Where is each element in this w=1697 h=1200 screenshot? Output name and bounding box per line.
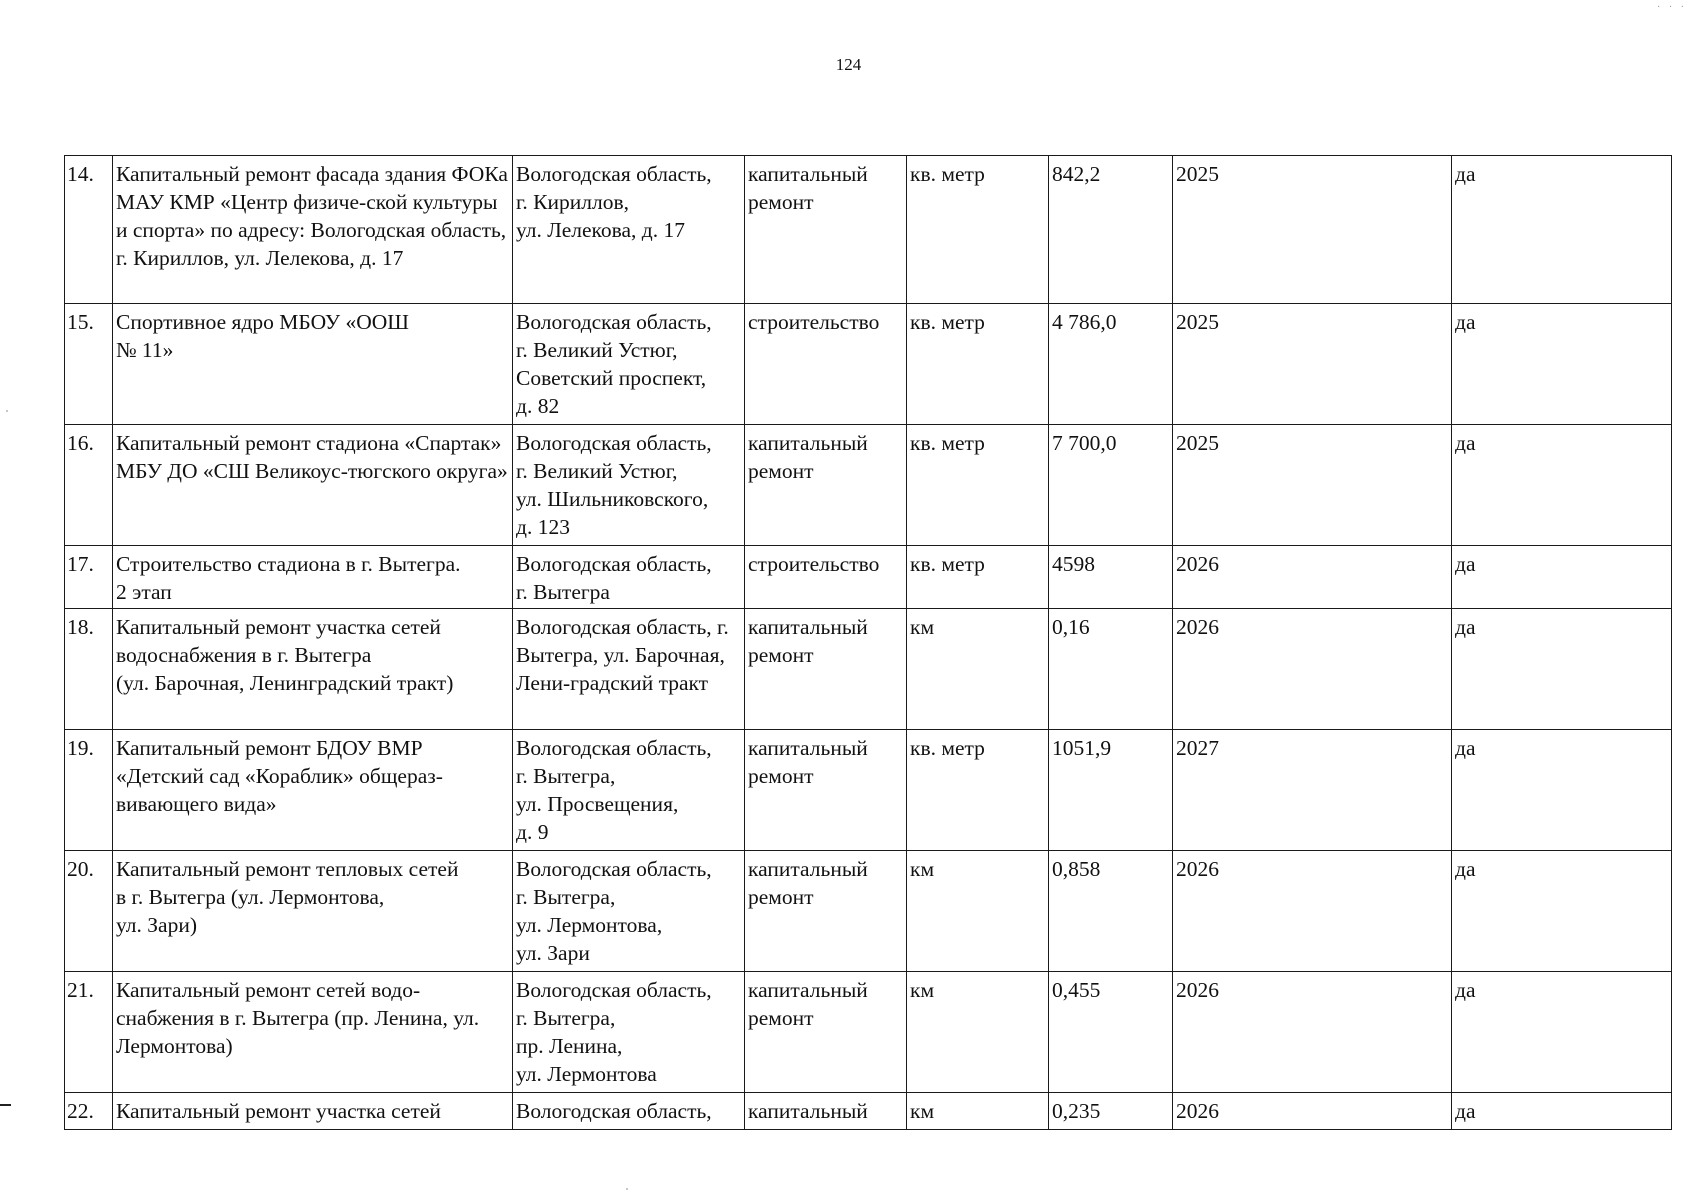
- work-type: [745, 851, 907, 972]
- flag-value-text: да: [1455, 857, 1476, 881]
- table-row: [65, 1093, 1672, 1130]
- measure-unit-text: кв. метр: [910, 310, 985, 334]
- flag-value: [1452, 546, 1672, 609]
- measure-unit: [907, 851, 1049, 972]
- measure-unit: [907, 972, 1049, 1093]
- work-type-text: капитальный: [748, 1099, 868, 1123]
- project-address-text: Вологодская область, г. Вытегра, пр. Ленина, ул. Лермонтова: [516, 978, 712, 1086]
- work-type-text: капитальный ремонт: [748, 736, 868, 788]
- completion-year-text: 2026: [1176, 1099, 1219, 1123]
- capacity-value-text: 842,2: [1052, 162, 1101, 186]
- project-address: [513, 546, 745, 609]
- completion-year: [1173, 972, 1452, 1093]
- completion-year-text: 2027: [1176, 736, 1219, 760]
- project-name-text: Спортивное ядро МБОУ «ООШ № 11»: [116, 310, 409, 362]
- work-type: [745, 156, 907, 304]
- project-name-text: Капитальный ремонт БДОУ ВМР «Детский сад «Кораблик» общераз-вивающего вида»: [116, 736, 443, 816]
- table-row: [65, 156, 1672, 304]
- project-address: [513, 1093, 745, 1130]
- row-number: [65, 156, 113, 304]
- measure-unit: [907, 546, 1049, 609]
- project-name: [113, 546, 513, 609]
- flag-value: [1452, 1093, 1672, 1130]
- flag-value-text: да: [1455, 552, 1476, 576]
- capacity-value: [1049, 304, 1173, 425]
- capacity-value-text: 4 786,0: [1052, 310, 1117, 334]
- project-name: [113, 730, 513, 851]
- measure-unit: [907, 730, 1049, 851]
- project-name: [113, 425, 513, 546]
- work-type-text: капитальный ремонт: [748, 857, 868, 909]
- work-type: [745, 972, 907, 1093]
- row-number: [65, 730, 113, 851]
- work-type-text: капитальный ремонт: [748, 615, 868, 667]
- row-number-text: 21.: [67, 978, 94, 1002]
- completion-year: [1173, 546, 1452, 609]
- row-number-text: 17.: [67, 552, 94, 576]
- measure-unit-text: кв. метр: [910, 736, 985, 760]
- row-number-text: 14.: [67, 162, 94, 186]
- work-type: [745, 609, 907, 730]
- project-name: [113, 851, 513, 972]
- measure-unit: [907, 304, 1049, 425]
- project-name-text: Капитальный ремонт фасада здания ФОКа МАУ КМР «Центр физиче-ской культуры и спорта» по адресу: Вологодская область, г. Кириллов, ул. Лелекова, д. 17: [116, 162, 508, 270]
- completion-year-text: 2025: [1176, 431, 1219, 455]
- completion-year-text: 2026: [1176, 857, 1219, 881]
- capacity-value: [1049, 609, 1173, 730]
- project-address-text: Вологодская область, г. Кириллов, ул. Лелекова, д. 17: [516, 162, 712, 242]
- project-name: [113, 1093, 513, 1130]
- flag-value-text: да: [1455, 1099, 1476, 1123]
- capacity-value-text: 0,455: [1052, 978, 1101, 1002]
- completion-year-text: 2025: [1176, 162, 1219, 186]
- work-type: [745, 546, 907, 609]
- flag-value-text: да: [1455, 162, 1476, 186]
- table-row: [65, 851, 1672, 972]
- project-name-text: Капитальный ремонт тепловых сетей в г. Вытегра (ул. Лермонтова, ул. Зари): [116, 857, 459, 937]
- completion-year: [1173, 156, 1452, 304]
- completion-year-text: 2026: [1176, 552, 1219, 576]
- work-type-text: строительство: [748, 552, 880, 576]
- table-row: [65, 425, 1672, 546]
- completion-year-text: 2026: [1176, 615, 1219, 639]
- capacity-value: [1049, 156, 1173, 304]
- project-address: [513, 972, 745, 1093]
- work-type: [745, 304, 907, 425]
- measure-unit: [907, 425, 1049, 546]
- project-name: [113, 156, 513, 304]
- flag-value: [1452, 156, 1672, 304]
- project-name-text: Строительство стадиона в г. Вытегра. 2 этап: [116, 552, 461, 604]
- row-number: [65, 304, 113, 425]
- capacity-value-text: 7 700,0: [1052, 431, 1117, 455]
- flag-value-text: да: [1455, 615, 1476, 639]
- capacity-value-text: 0,16: [1052, 615, 1090, 639]
- capacity-value: [1049, 1093, 1173, 1130]
- margin-mark: [0, 1104, 11, 1106]
- capacity-value: [1049, 546, 1173, 609]
- row-number: [65, 1093, 113, 1130]
- flag-value-text: да: [1455, 310, 1476, 334]
- project-address: [513, 730, 745, 851]
- capacity-value: [1049, 730, 1173, 851]
- flag-value: [1452, 304, 1672, 425]
- row-number: [65, 972, 113, 1093]
- project-address-text: Вологодская область, г. Вытегра, ул. Барочная, Лени-градский тракт: [516, 615, 729, 695]
- work-type-text: капитальный ремонт: [748, 162, 868, 214]
- row-number-text: 16.: [67, 431, 94, 455]
- measure-unit-text: км: [910, 615, 935, 639]
- completion-year-text: 2026: [1176, 978, 1219, 1002]
- completion-year: [1173, 851, 1452, 972]
- completion-year-text: 2025: [1176, 310, 1219, 334]
- project-name: [113, 304, 513, 425]
- work-type: [745, 1093, 907, 1130]
- measure-unit-text: кв. метр: [910, 431, 985, 455]
- row-number: [65, 546, 113, 609]
- completion-year: [1173, 609, 1452, 730]
- row-number-text: 15.: [67, 310, 94, 334]
- project-name: [113, 609, 513, 730]
- scan-corner-marks: · · ·: [1657, 2, 1687, 13]
- measure-unit-text: км: [910, 978, 935, 1002]
- completion-year: [1173, 425, 1452, 546]
- work-type: [745, 425, 907, 546]
- row-number: [65, 425, 113, 546]
- measure-unit-text: км: [910, 1099, 935, 1123]
- scan-speck: [6, 410, 8, 412]
- table-row: [65, 972, 1672, 1093]
- completion-year: [1173, 1093, 1452, 1130]
- row-number: [65, 851, 113, 972]
- project-address: [513, 609, 745, 730]
- project-name-text: Капитальный ремонт стадиона «Спартак» МБУ ДО «СШ Великоус-тюгского округа»: [116, 431, 508, 483]
- page-number: 124: [835, 55, 862, 74]
- measure-unit: [907, 609, 1049, 730]
- work-type-text: строительство: [748, 310, 880, 334]
- flag-value: [1452, 609, 1672, 730]
- project-name-text: Капитальный ремонт участка сетей водоснабжения в г. Вытегра (ул. Барочная, Ленинградский тракт): [116, 615, 454, 695]
- completion-year: [1173, 730, 1452, 851]
- measure-unit-text: кв. метр: [910, 162, 985, 186]
- project-address-text: Вологодская область, г. Вытегра, ул. Лермонтова, ул. Зари: [516, 857, 712, 965]
- flag-value-text: да: [1455, 431, 1476, 455]
- flag-value: [1452, 730, 1672, 851]
- projects-table: [64, 155, 1672, 1130]
- row-number-text: 19.: [67, 736, 94, 760]
- table-row: [65, 546, 1672, 609]
- project-address: [513, 304, 745, 425]
- work-type-text: капитальный ремонт: [748, 431, 868, 483]
- measure-unit-text: кв. метр: [910, 552, 985, 576]
- project-address: [513, 156, 745, 304]
- project-name-text: Капитальный ремонт участка сетей: [116, 1099, 441, 1123]
- scan-speck: [626, 1188, 628, 1190]
- capacity-value: [1049, 425, 1173, 546]
- project-name: [113, 972, 513, 1093]
- row-number: [65, 609, 113, 730]
- project-address: [513, 425, 745, 546]
- table-row: [65, 304, 1672, 425]
- row-number-text: 18.: [67, 615, 94, 639]
- measure-unit: [907, 156, 1049, 304]
- work-type: [745, 730, 907, 851]
- flag-value: [1452, 851, 1672, 972]
- capacity-value-text: 1051,9: [1052, 736, 1112, 760]
- flag-value: [1452, 972, 1672, 1093]
- measure-unit-text: км: [910, 857, 935, 881]
- capacity-value-text: 4598: [1052, 552, 1095, 576]
- row-number-text: 20.: [67, 857, 94, 881]
- project-address-text: Вологодская область, г. Вытегра: [516, 552, 712, 604]
- completion-year: [1173, 304, 1452, 425]
- project-address-text: Вологодская область,: [516, 1099, 712, 1123]
- capacity-value: [1049, 972, 1173, 1093]
- project-address-text: Вологодская область, г. Вытегра, ул. Просвещения, д. 9: [516, 736, 712, 844]
- project-address-text: Вологодская область, г. Великий Устюг, Советский проспект, д. 82: [516, 310, 712, 418]
- flag-value: [1452, 425, 1672, 546]
- capacity-value-text: 0,235: [1052, 1099, 1101, 1123]
- project-address: [513, 851, 745, 972]
- capacity-value: [1049, 851, 1173, 972]
- row-number-text: 22.: [67, 1099, 94, 1123]
- project-address-text: Вологодская область, г. Великий Устюг, ул. Шильниковского, д. 123: [516, 431, 712, 539]
- measure-unit: [907, 1093, 1049, 1130]
- capacity-value-text: 0,858: [1052, 857, 1101, 881]
- projects-table-body: [65, 156, 1672, 1130]
- flag-value-text: да: [1455, 978, 1476, 1002]
- project-name-text: Капитальный ремонт сетей водо-снабжения в г. Вытегра (пр. Ленина, ул. Лермонтова): [116, 978, 480, 1058]
- table-row: [65, 609, 1672, 730]
- work-type-text: капитальный ремонт: [748, 978, 868, 1030]
- flag-value-text: да: [1455, 736, 1476, 760]
- table-row: [65, 730, 1672, 851]
